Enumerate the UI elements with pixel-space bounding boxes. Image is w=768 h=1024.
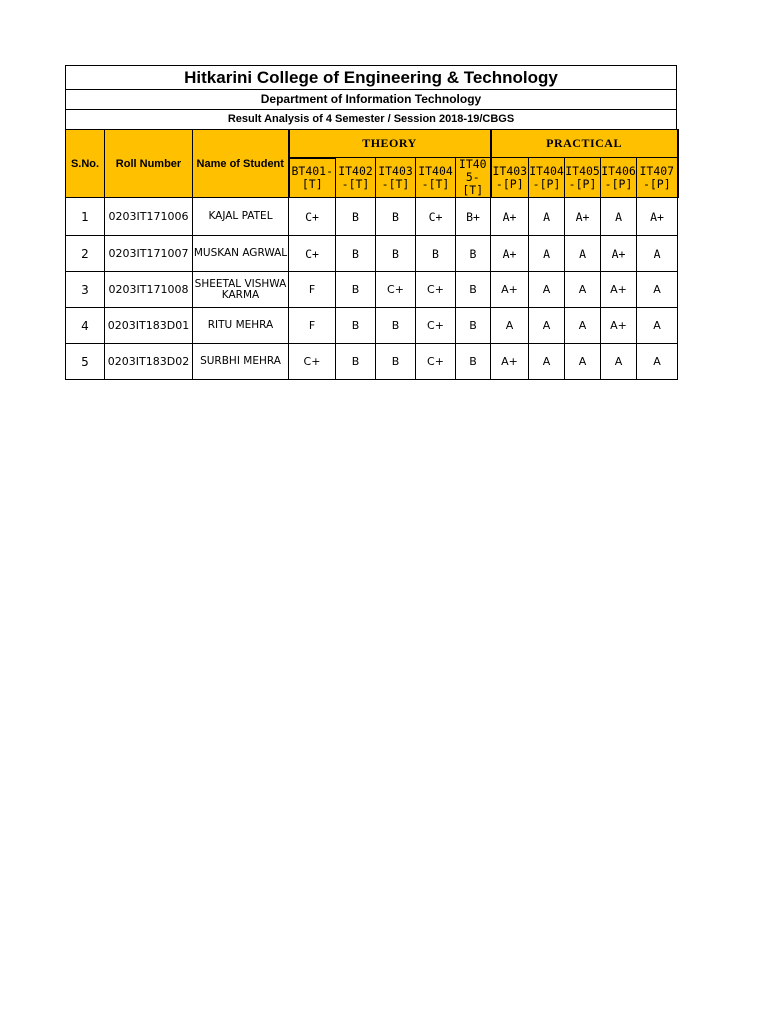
theory-subject-header: IT405-[T] [456,158,491,198]
grade-cell: C+ [416,198,456,236]
grade-cell: A+ [601,308,637,344]
session-title: Result Analysis of 4 Semester / Session 2018-19/CBGS [65,110,677,129]
theory-header: THEORY [289,130,491,158]
roll-number-cell: 0203IT171006 [105,198,193,236]
grade-cell: A [601,198,637,236]
grade-cell: A+ [601,272,637,308]
student-name-cell: KAJAL PATEL [193,198,289,236]
grade-cell: A [565,308,601,344]
grade-cell: F [289,272,336,308]
grade-cell: B [336,198,376,236]
practical-subject-header: IT404-[P] [529,158,565,198]
theory-subject-header: IT404-[T] [416,158,456,198]
table-row [66,344,678,380]
practical-subject-header: IT407-[P] [637,158,678,198]
table-row [66,272,678,308]
grade-cell: A [637,308,678,344]
grade-cell: C+ [416,344,456,380]
grade-cell: A [529,198,565,236]
grade-cell: B+ [456,198,491,236]
practical-subject-header: IT403-[P] [491,158,529,198]
grade-cell: B [456,308,491,344]
sno-cell: 2 [66,236,105,272]
sno-cell: 5 [66,344,105,380]
practical-subject-header: IT406-[P] [601,158,637,198]
result-table [65,129,679,380]
roll-number-cell: 0203IT171007 [105,236,193,272]
grade-cell: B [336,272,376,308]
student-name-cell: RITU MEHRA [193,308,289,344]
grade-cell: A+ [601,236,637,272]
grade-cell: A [565,272,601,308]
roll-number-header: Roll Number [105,130,193,198]
grade-cell: B [456,236,491,272]
grade-cell: A+ [491,236,529,272]
grade-cell: A [529,308,565,344]
grade-cell: B [376,308,416,344]
grade-cell: A+ [491,198,529,236]
grade-cell: B [376,198,416,236]
practical-subject-header: IT405-[P] [565,158,601,198]
grade-cell: A+ [565,198,601,236]
sno-cell: 3 [66,272,105,308]
grade-cell: A [601,344,637,380]
grade-cell: A [565,344,601,380]
table-row [66,198,678,236]
grade-cell: B [336,236,376,272]
student-name-cell: SURBHI MEHRA [193,344,289,380]
table-row [66,308,678,344]
student-name-cell: SHEETAL VISHWAKARMA [193,272,289,308]
sno-cell: 1 [66,198,105,236]
grade-cell: B [416,236,456,272]
theory-subject-header: IT402-[T] [336,158,376,198]
grade-cell: A [529,344,565,380]
grade-cell: A [565,236,601,272]
student-rows [66,198,678,380]
grade-cell: B [336,308,376,344]
grade-cell: B [376,236,416,272]
department-title: Department of Information Technology [65,90,677,110]
grade-cell: A [637,272,678,308]
roll-number-cell: 0203IT183D02 [105,344,193,380]
grade-cell: A [637,344,678,380]
table-row [66,236,678,272]
sno-cell: 4 [66,308,105,344]
roll-number-cell: 0203IT183D01 [105,308,193,344]
grade-cell: B [456,344,491,380]
grade-cell: B [336,344,376,380]
grade-cell: B [456,272,491,308]
grade-cell: F [289,308,336,344]
grade-cell: C+ [289,236,336,272]
result-sheet [65,65,677,380]
grade-cell: A+ [491,344,529,380]
roll-number-cell: 0203IT171008 [105,272,193,308]
grade-cell: B [376,344,416,380]
grade-cell: A [529,272,565,308]
grade-cell: A [637,236,678,272]
grade-cell: C+ [289,198,336,236]
student-name-cell: MUSKAN AGRWAL [193,236,289,272]
grade-cell: C+ [416,308,456,344]
sno-header: S.No. [66,130,105,198]
theory-subject-header: IT403-[T] [376,158,416,198]
grade-cell: C+ [376,272,416,308]
theory-subject-header: BT401-[T] [289,158,336,198]
college-title: Hitkarini College of Engineering & Technology [65,65,677,90]
grade-cell: A [491,308,529,344]
grade-cell: A [529,236,565,272]
student-name-header: Name of Student [193,130,289,198]
practical-header: PRACTICAL [491,130,678,158]
grade-cell: A+ [637,198,678,236]
grade-cell: A+ [491,272,529,308]
grade-cell: C+ [289,344,336,380]
grade-cell: C+ [416,272,456,308]
